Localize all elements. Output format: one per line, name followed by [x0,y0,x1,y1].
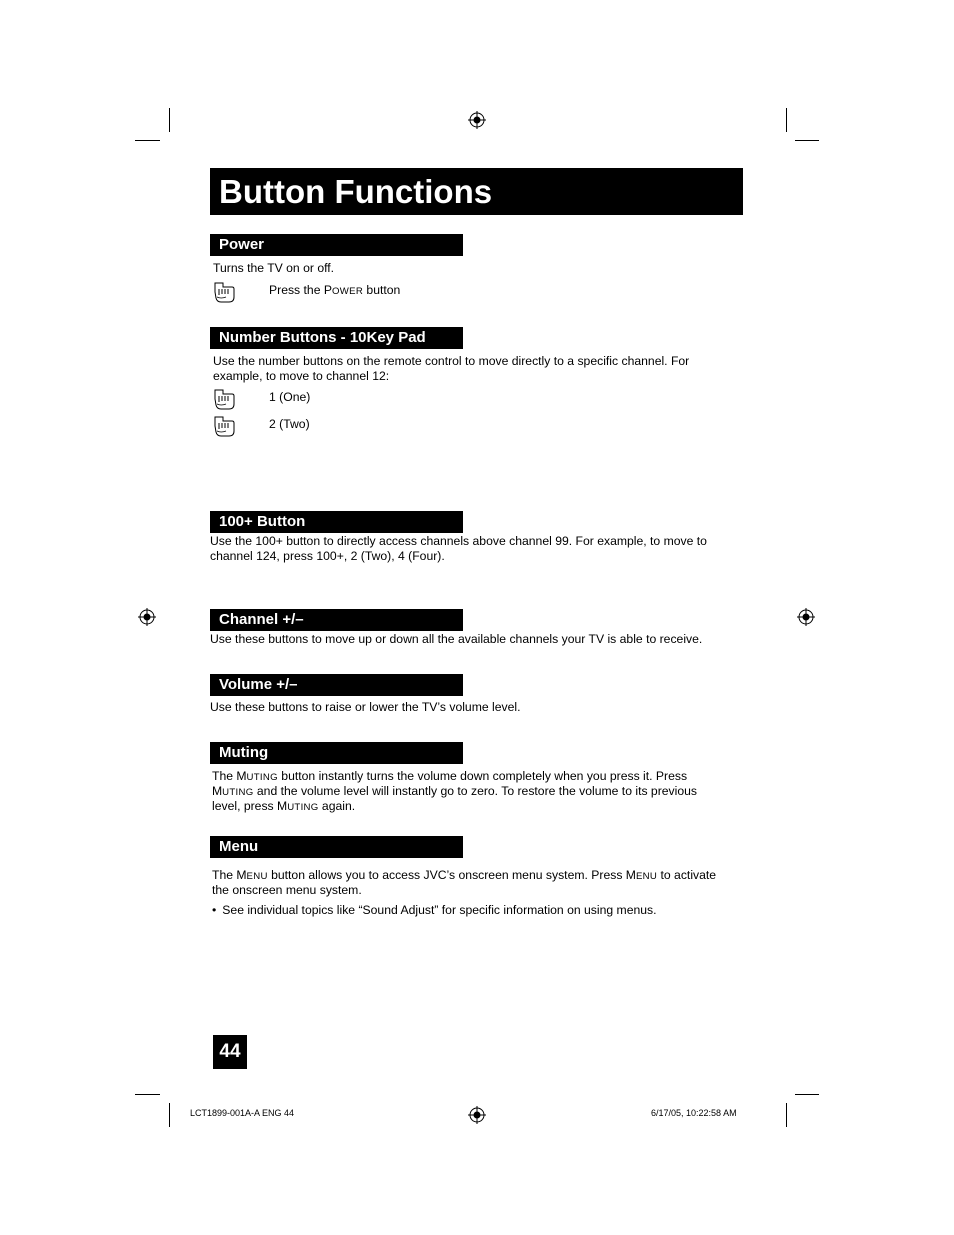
menu-description-line: the onscreen menu system. [212,883,362,897]
section-heading-number-buttons: Number Buttons - 10Key Pad [210,327,463,349]
crop-mark [786,1103,787,1127]
muting-description-line: The MUTING button instantly turns the volume down completely when you press it. Press [212,769,688,783]
number-step-1: 1 (One) [269,390,311,404]
power-step: Press the POWER button [269,283,401,297]
registration-mark-icon [468,1106,486,1124]
channel-description: Use these buttons to move up or down all the available channels your TV is able to receive. [210,632,703,646]
registration-mark-icon [138,608,156,626]
number-description: Use the number buttons on the remote control to move directly to a specific channel. For example, to move to channel 12: [213,354,690,383]
crop-mark [795,1094,819,1095]
hand-press-icon [212,414,236,438]
registration-mark-icon [468,111,486,129]
section-heading-100-button: 100+ Button [210,511,463,533]
crop-mark [786,108,787,132]
crop-mark [135,140,160,141]
crop-mark [135,1094,160,1095]
page-title: Button Functions [210,168,743,215]
section-heading-channel: Channel +/– [210,609,463,631]
hundred-description: Use the 100+ button to directly access channels above channel 99. For example, to move to channel 124, press 100+, 2 (Two), 4 (Four). [210,534,707,563]
menu-description-line: The MENU button allows you to access JVC’s onscreen menu system. Press MENU to activate [212,868,717,882]
number-step-2: 2 (Two) [269,417,310,431]
section-heading-menu: Menu [210,836,463,858]
menu-bullet: • See individual topics like “Sound Adjust” for specific information on using menus. [212,903,657,917]
page-number: 44 [213,1035,247,1069]
power-description: Turns the TV on or off. [213,261,335,275]
crop-mark [169,108,170,132]
muting-description-line: level, press MUTING again. [212,799,356,813]
footer-job-id: LCT1899-001A-A ENG 44 [190,1108,295,1118]
footer-timestamp: 6/17/05, 10:22:58 AM [651,1108,737,1118]
crop-mark [795,140,819,141]
registration-mark-icon [797,608,815,626]
muting-description-line: MUTING and the volume level will instantly go to zero. To restore the volume to its previous [212,784,698,798]
section-heading-power: Power [210,234,463,256]
hand-press-icon [212,387,236,411]
crop-mark [169,1103,170,1127]
section-heading-volume: Volume +/– [210,674,463,696]
volume-description: Use these buttons to raise or lower the TV’s volume level. [210,700,521,714]
hand-press-icon [212,280,236,304]
section-heading-muting: Muting [210,742,463,764]
